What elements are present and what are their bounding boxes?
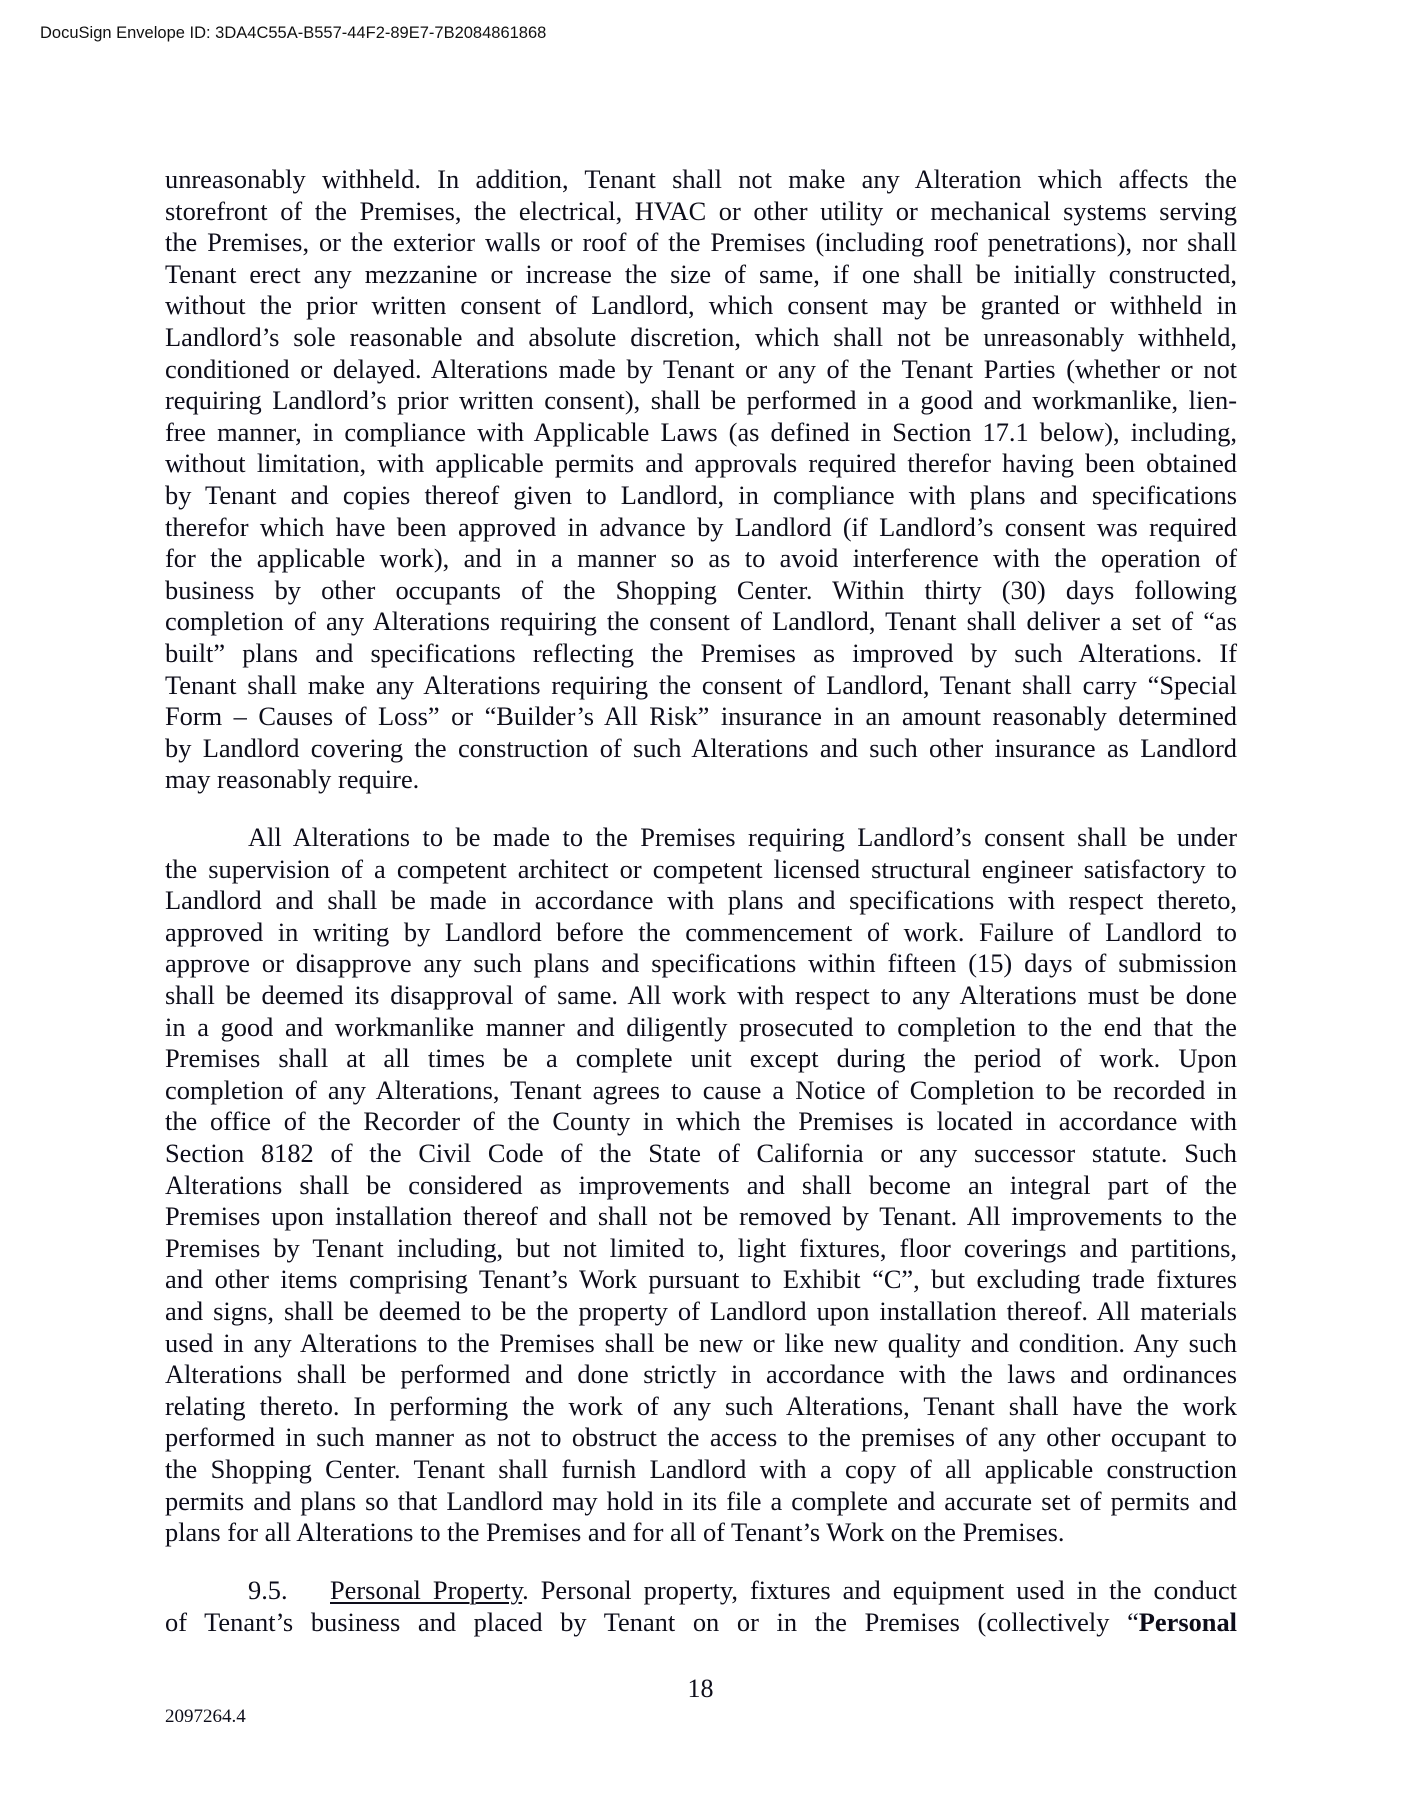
text-line: approved in writing by Landlord before the commencement of work. Failure of Landlord to	[165, 916, 1237, 947]
text-line: relating thereto. In performing the work of any such Alterations, Tenant shall have the work	[165, 1390, 1237, 1421]
text-line: the supervision of a competent architect or competent licensed structural engineer satisfactory to	[165, 853, 1237, 884]
text-line: therefor which have been approved in advance by Landlord (if Landlord’s consent was required	[165, 511, 1237, 542]
docusign-envelope-id: DocuSign Envelope ID: 3DA4C55A-B557-44F2-89E7-7B2084861868	[40, 24, 547, 42]
text-line: the Premises, or the exterior walls or roof of the Premises (including roof penetrations), nor shall	[165, 227, 1237, 258]
text-line: All Alterations to be made to the Premises requiring Landlord’s consent shall be under	[248, 822, 1237, 852]
text-line: performed in such manner as not to obstruct the access to the premises of any other occupant to	[165, 1422, 1237, 1453]
text-line: Landlord’s sole reasonable and absolute discretion, which shall not be unreasonably withheld,	[165, 322, 1237, 352]
text-line: and signs, shall be deemed to be the property of Landlord upon installation thereof. All materials	[165, 1296, 1237, 1326]
text-line: completion of any Alterations, Tenant agrees to cause a Notice of Completion to be recorded in	[165, 1074, 1237, 1105]
text-line: Premises by Tenant including, but not limited to, light fixtures, floor coverings and partitions,	[165, 1232, 1237, 1263]
text-line: without limitation, with applicable permits and approvals required therefor having been obtained	[165, 448, 1237, 479]
document-number: 2097264.4	[165, 1706, 246, 1727]
text-line: may reasonably require.	[165, 764, 420, 795]
text-line: by Tenant and copies thereof given to Landlord, in compliance with plans and specifications	[165, 480, 1237, 510]
text-line: by Landlord covering the construction of such Alterations and such other insurance as Landlord	[165, 732, 1237, 763]
text-line: requiring Landlord’s prior written consent), shall be performed in a good and workmanlike, lien-	[165, 385, 1237, 416]
text-line: storefront of the Premises, the electrical, HVAC or other utility or mechanical systems serving	[165, 195, 1237, 226]
text-line: Form – Causes of Loss” or “Builder’s All Risk” insurance in an amount reasonably determined	[165, 701, 1237, 732]
section-title: Personal Property	[330, 1575, 523, 1605]
page-number: 18	[687, 1674, 714, 1703]
text-line: Section 8182 of the Civil Code of the State of California or any successor statute. Such	[165, 1138, 1237, 1168]
text-line: Tenant erect any mezzanine or increase the size of same, if one shall be initially constructed,	[165, 258, 1237, 289]
section-title-period: .	[522, 1575, 529, 1605]
section-heading-text	[330, 1574, 1237, 1606]
text-line: conditioned or delayed. Alterations made by Tenant or any of the Tenant Parties (whether or not	[165, 353, 1237, 384]
text-line: in a good and workmanlike manner and diligently prosecuted to completion to the end that the	[165, 1011, 1237, 1042]
text-line: the office of the Recorder of the County in which the Premises is located in accordance with	[165, 1106, 1237, 1137]
text-line: approve or disapprove any such plans and specifications within fifteen (15) days of submission	[165, 948, 1237, 979]
text-line: built” plans and specifications reflecting the Premises as improved by such Alterations. If	[165, 638, 1237, 668]
text-line: unreasonably withheld. In addition, Tenant shall not make any Alteration which affects the	[165, 164, 1237, 194]
text-line: without the prior written consent of Landlord, which consent may be granted or withheld in	[165, 290, 1237, 321]
text-line: shall be deemed its disapproval of same. All work with respect to any Alterations must be done	[165, 980, 1237, 1010]
text-line	[165, 1606, 1237, 1638]
text-line: and other items comprising Tenant’s Work pursuant to Exhibit “C”, but excluding trade fixtures	[165, 1264, 1237, 1295]
defined-term-personal: Personal	[1138, 1606, 1237, 1637]
text-line: permits and plans so that Landlord may hold in its file a complete and accurate set of permits and	[165, 1485, 1237, 1516]
section-line2-text: of Tenant’s business and placed by Tenant on or in the Premises (collectively “	[165, 1606, 1139, 1637]
section-line1-text: Personal property, fixtures and equipment used in the conduct	[528, 1575, 1237, 1605]
text-line: plans for all Alterations to the Premises and for all of Tenant’s Work on the Premises.	[165, 1517, 1065, 1548]
text-line: for the applicable work), and in a manner so as to avoid interference with the operation of	[165, 543, 1237, 574]
text-line: used in any Alterations to the Premises shall be new or like new quality and condition. Any such	[165, 1327, 1237, 1358]
text-line: Premises upon installation thereof and shall not be removed by Tenant. All improvements to the	[165, 1201, 1237, 1232]
text-line: business by other occupants of the Shopping Center. Within thirty (30) days following	[165, 574, 1237, 605]
text-line: Premises shall at all times be a complete unit except during the period of work. Upon	[165, 1043, 1237, 1074]
text-line: completion of any Alterations requiring the consent of Landlord, Tenant shall deliver a set of “as	[165, 606, 1237, 637]
text-line: Tenant shall make any Alterations requiring the consent of Landlord, Tenant shall carry “Special	[165, 669, 1237, 700]
text-line: the Shopping Center. Tenant shall furnish Landlord with a copy of all applicable construction	[165, 1454, 1237, 1484]
text-line: free manner, in compliance with Applicable Laws (as defined in Section 17.1 below), including,	[165, 416, 1237, 447]
text-line: Alterations shall be performed and done strictly in accordance with the laws and ordinances	[165, 1359, 1237, 1390]
section-number: 9.5.	[248, 1575, 288, 1605]
text-line: Landlord and shall be made in accordance with plans and specifications with respect thereto,	[165, 885, 1237, 916]
section-heading-line	[248, 1574, 1237, 1606]
text-line: Alterations shall be considered as improvements and shall become an integral part of the	[165, 1169, 1237, 1200]
